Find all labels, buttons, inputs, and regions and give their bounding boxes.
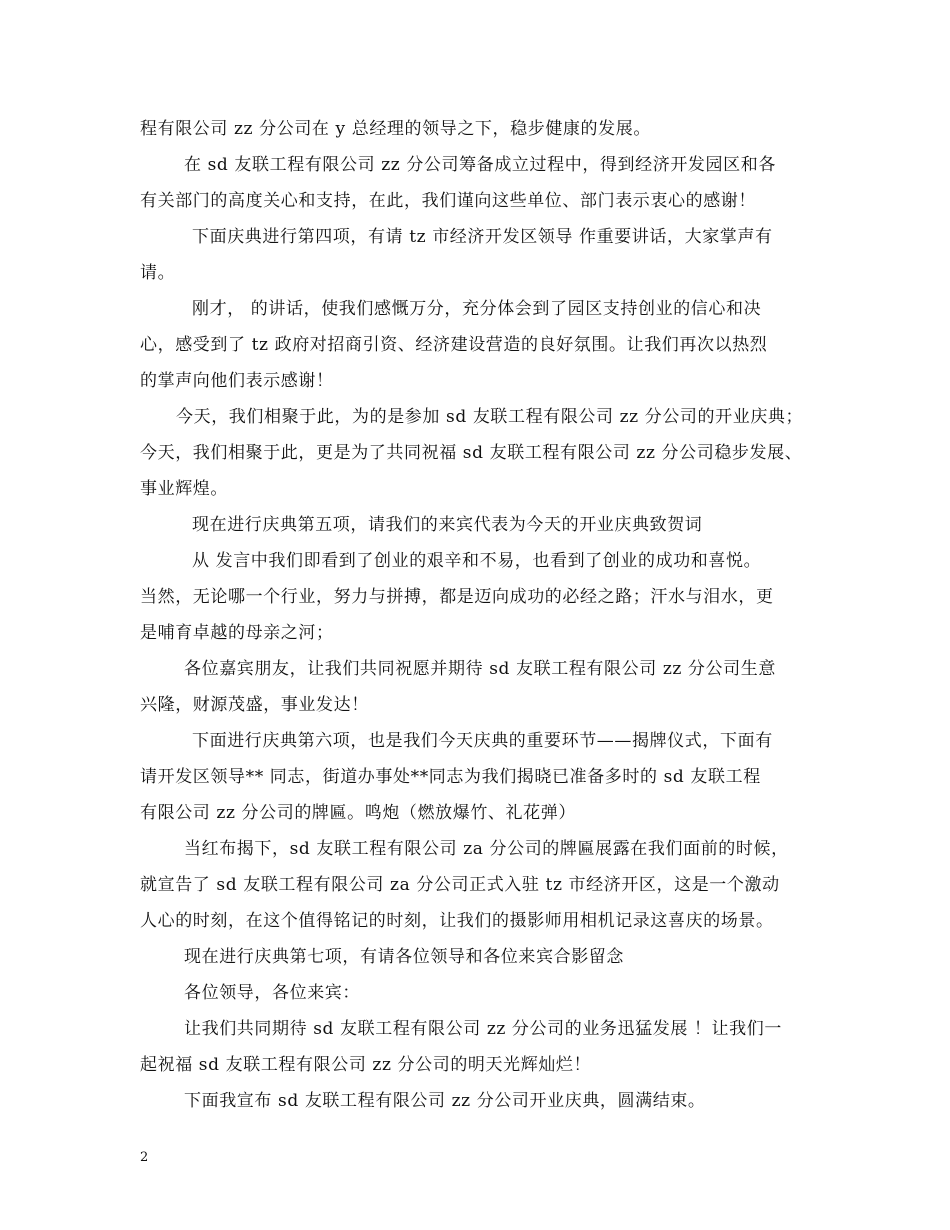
text-line: 请开发区领导** 同志，街道办事处**同志为我们揭晓已准备多时的 sd 友联工程 bbox=[140, 767, 761, 787]
text-line: 现在进行庆典第七项，有请各位领导和各位来宾合影留念 bbox=[184, 947, 624, 967]
text-line: 当然，无论哪一个行业，努力与拼搏，都是迈向成功的必经之路；汗水与泪水，更 bbox=[140, 587, 774, 607]
text-line: 当红布揭下，sd 友联工程有限公司 za 分公司的牌匾展露在我们面前的时候， bbox=[184, 839, 789, 859]
text-line: 请。 bbox=[140, 263, 176, 283]
text-line: 事业辉煌。 bbox=[140, 479, 228, 499]
text-line: 有限公司 zz 分公司的牌匾。鸣炮（燃放爆竹、礼花弹） bbox=[140, 803, 576, 823]
text-line: 下面庆典进行第四项，有请 tz 市经济开发区领导 作重要讲话，大家掌声有 bbox=[192, 227, 773, 247]
text-line: 有关部门的高度关心和支持，在此，我们谨向这些单位、部门表示衷心的感谢！ bbox=[140, 191, 756, 211]
text-line: 在 sd 友联工程有限公司 zz 分公司筹备成立过程中，得到经济开发园区和各 bbox=[184, 155, 776, 175]
text-line: 的掌声向他们表示感谢！ bbox=[140, 371, 334, 391]
text-line: 从 发言中我们即看到了创业的艰辛和不易，也看到了创业的成功和喜悦。 bbox=[192, 551, 762, 571]
text-line: 人心的时刻，在这个值得铭记的时刻，让我们的摄影师用相机记录这喜庆的场景。 bbox=[140, 911, 774, 931]
text-line: 就宣告了 sd 友联工程有限公司 za 分公司正式入驻 tz 市经济开区，这是一个激动 bbox=[140, 875, 780, 895]
text-line: 各位嘉宾朋友，让我们共同祝愿并期待 sd 友联工程有限公司 zz 分公司生意 bbox=[184, 659, 776, 679]
text-line: 今天，我们相聚于此，为的是参加 sd 友联工程有限公司 zz 分公司的开业庆典； bbox=[176, 407, 804, 427]
page-number: 2 bbox=[140, 1150, 149, 1165]
text-line: 今天，我们相聚于此，更是为了共同祝福 sd 友联工程有限公司 zz 分公司稳步发展、 bbox=[140, 443, 803, 463]
text-line: 各位领导，各位来宾： bbox=[184, 983, 360, 1003]
text-line: 下面进行庆典第六项，也是我们今天庆典的重要环节——揭牌仪式，下面有 bbox=[192, 731, 773, 751]
text-line: 是哺育卓越的母亲之河； bbox=[140, 623, 334, 643]
text-line: 让我们共同期待 sd 友联工程有限公司 zz 分公司的业务迅猛发展 ！让我们一 bbox=[184, 1019, 782, 1039]
text-line: 现在进行庆典第五项，请我们的来宾代表为今天的开业庆典致贺词 bbox=[192, 515, 703, 535]
text-line: 刚才， 的讲话，使我们感慨万分，充分体会到了园区支持创业的信心和决 bbox=[192, 299, 762, 319]
text-line: 兴隆，财源茂盛，事业发达！ bbox=[140, 695, 369, 715]
text-line: 下面我宣布 sd 友联工程有限公司 zz 分公司开业庆典，圆满结束。 bbox=[184, 1091, 706, 1111]
text-line: 程有限公司 zz 分公司在 y 总经理的领导之下，稳步健康的发展。 bbox=[140, 119, 651, 139]
text-line: 心，感受到了 tz 政府对招商引资、经济建设营造的良好氛围。让我们再次以热烈 bbox=[140, 335, 768, 355]
text-line: 起祝福 sd 友联工程有限公司 zz 分公司的明天光辉灿烂！ bbox=[140, 1055, 592, 1075]
